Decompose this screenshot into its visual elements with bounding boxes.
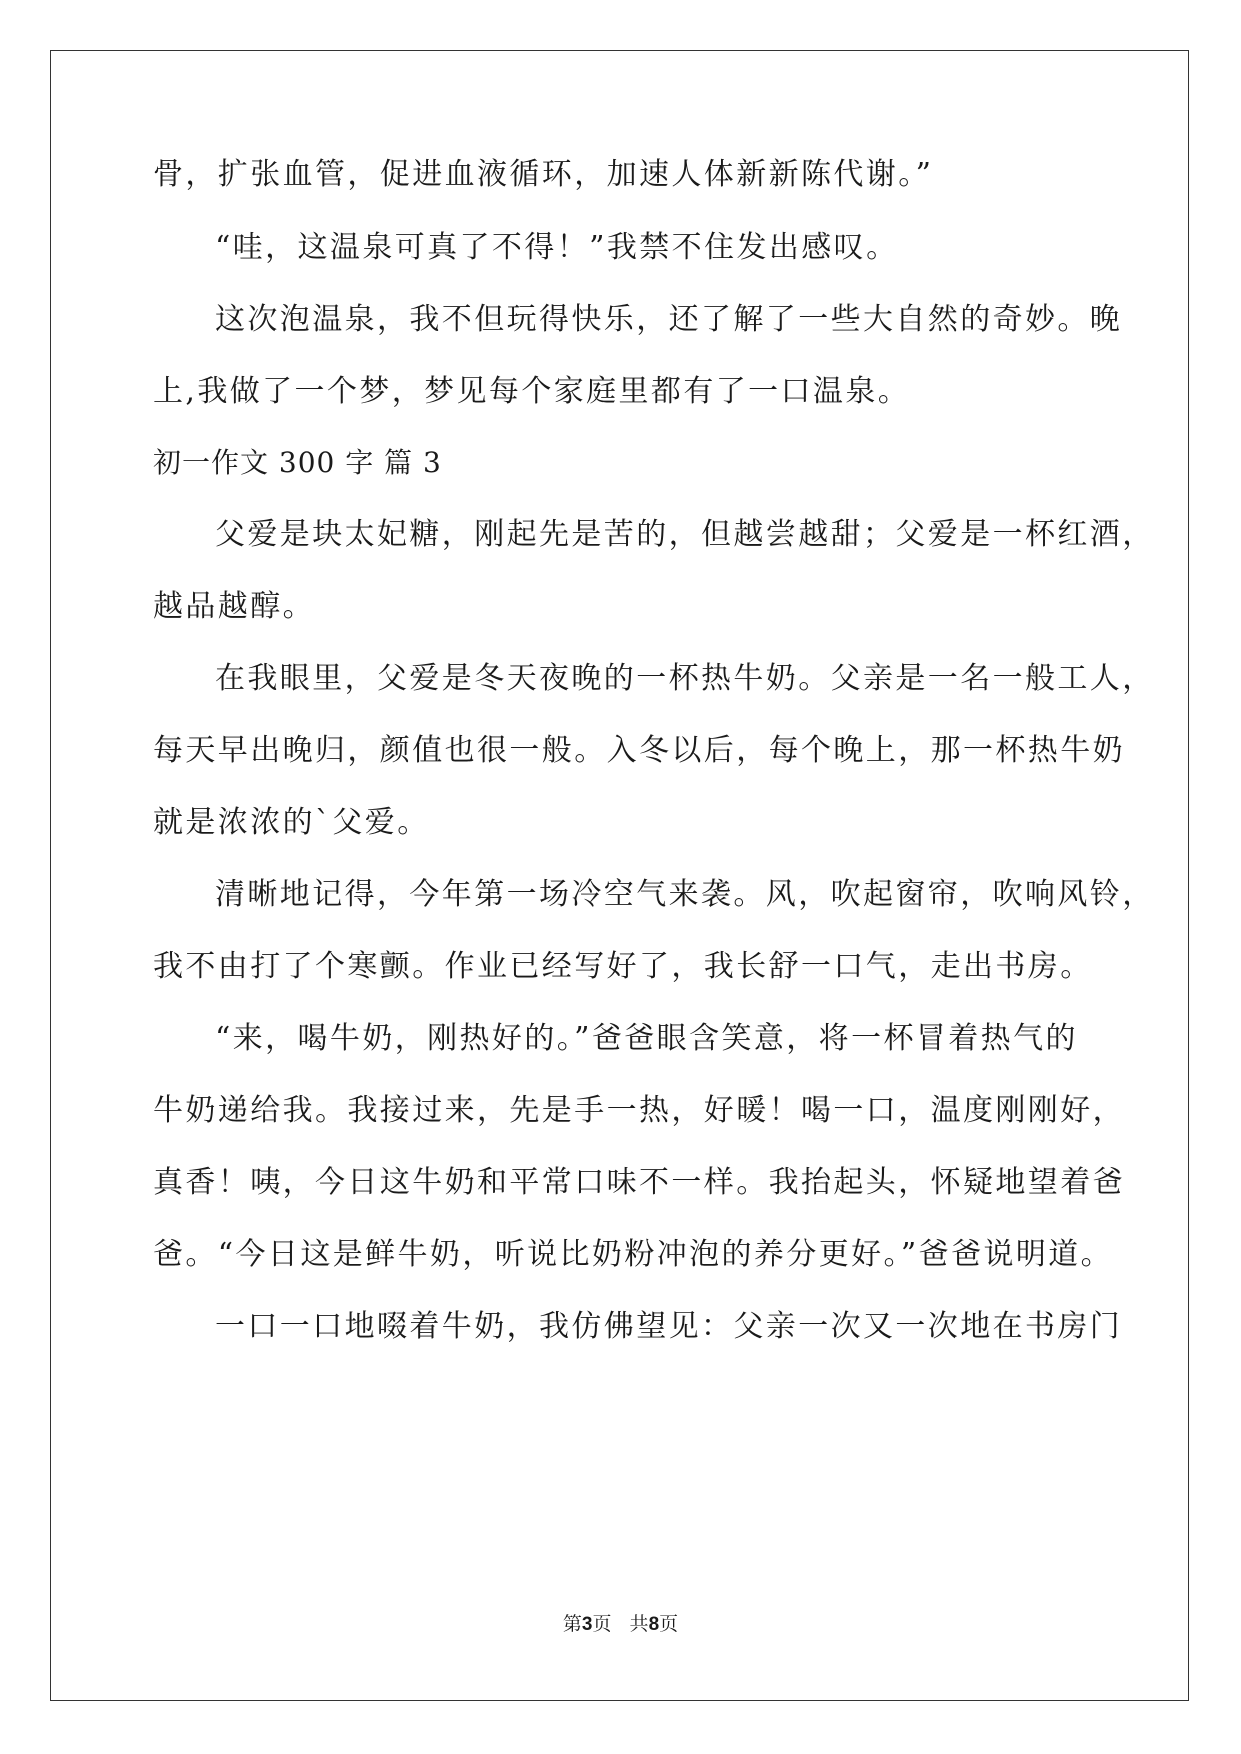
footer-page-number: 3: [581, 1614, 593, 1635]
page-footer: [0, 1612, 1241, 1637]
text-line: 我不由打了个寒颤。作业已经写好了，我长舒一口气，走出书房。: [153, 949, 1093, 984]
footer-suffix: 页: [659, 1613, 679, 1635]
text-line: “来，喝牛奶，刚热好的。”爸爸眼含笑意，将一杯冒着热气的: [215, 1021, 1078, 1056]
text-line: 牛奶递给我。我接过来，先是手一热，好暖！喝一口，温度刚刚好，: [153, 1093, 1125, 1128]
text-line: 骨，扩张血管，促进血液循环，加速人体新新陈代谢。”: [153, 157, 934, 192]
text-line: 这次泡温泉，我不但玩得快乐，还了解了一些大自然的奇妙。晚: [215, 302, 1123, 337]
text-line: 上,我做了一个梦，梦见每个家庭里都有了一口温泉。: [153, 374, 911, 409]
footer-total-pages: 8: [648, 1614, 660, 1635]
text-line: 清晰地记得，今年第一场冷空气来袭。风，吹起窗帘，吹响风铃，: [215, 877, 1155, 912]
text-line: 就是浓浓的`父爱。: [153, 805, 430, 840]
footer-mid: 页 共: [592, 1613, 649, 1635]
text-line: “哇，这温泉可真了不得！”我禁不住发出感叹。: [215, 230, 899, 265]
text-line: 爸。“今日这是鲜牛奶，听说比奶粉冲泡的养分更好。”爸爸说明道。: [153, 1237, 1114, 1272]
text-line: 每天早出晚归，颜值也很一般。入冬以后，每个晚上，那一杯热牛奶: [153, 733, 1125, 768]
text-line: 越品越醇。: [153, 589, 315, 624]
text-line: 真香！咦，今日这牛奶和平常口味不一样。我抬起头，怀疑地望着爸: [153, 1165, 1125, 1200]
text-line: 一口一口地啜着牛奶，我仿佛望见：父亲一次又一次地在书房门: [215, 1309, 1123, 1344]
footer-prefix: 第: [562, 1613, 582, 1635]
section-heading: 初一作文 300 字 篇 3: [153, 446, 442, 479]
text-line: 在我眼里，父爱是冬天夜晚的一杯热牛奶。父亲是一名一般工人，: [215, 661, 1155, 696]
text-line: 父爱是块太妃糖，刚起先是苦的，但越尝越甜；父爱是一杯红酒，: [215, 517, 1155, 552]
